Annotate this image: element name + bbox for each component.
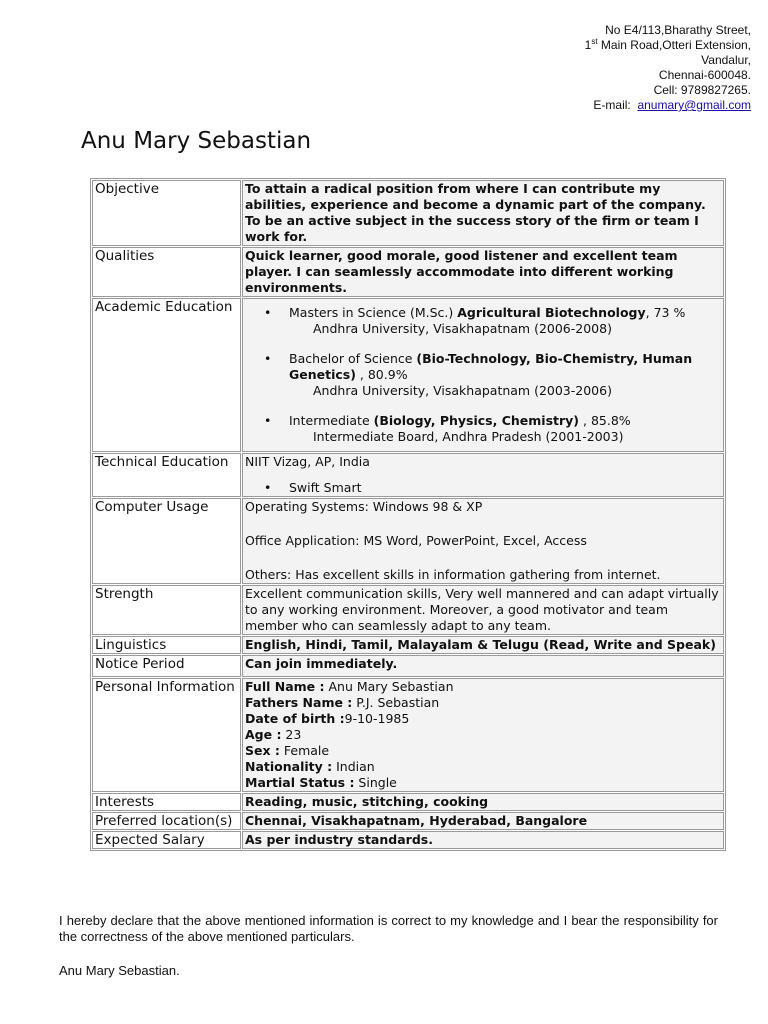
candidate-name: Anu Mary Sebastian xyxy=(81,128,312,154)
qualities-text: Quick learner, good morale, good listener and excellent team player. I can seamlessly accommodate into different working environments. xyxy=(242,247,724,297)
marital-value: Single xyxy=(354,775,397,790)
academic-item xyxy=(245,305,721,337)
location-label: Preferred location(s) xyxy=(92,812,241,830)
qualities-label: Qualities xyxy=(92,247,241,297)
objective-label: Objective xyxy=(92,180,241,246)
degree-score: , 80.9% xyxy=(355,367,408,382)
email-link[interactable]: anumary@gmail.com xyxy=(637,98,751,112)
strength-text: Excellent communication skills, Very well mannered and can adapt virtually to any working environment. Moreover, a good motivator and team member who can seamlessly adapt to any team. xyxy=(242,585,724,635)
full-name-line xyxy=(245,679,721,695)
computer-label: Computer Usage xyxy=(92,498,241,584)
dob-value: 9-10-1985 xyxy=(344,711,410,726)
notice-label: Notice Period xyxy=(92,655,241,677)
technical-course: Swift Smart xyxy=(289,480,362,495)
nationality-label: Nationality : xyxy=(245,759,333,774)
marital-label: Martial Status : xyxy=(245,775,355,790)
row-salary xyxy=(92,831,724,849)
row-linguistics xyxy=(92,636,724,654)
signature-name: Anu Mary Sebastian. xyxy=(59,963,180,978)
technical-value xyxy=(242,453,724,497)
declaration-text: I hereby declare that the above mentioned information is correct to my knowledge and I bear the responsibility for the correctness of the above mentioned particulars. xyxy=(59,913,718,944)
nationality-value: Indian xyxy=(332,759,375,774)
marital-line xyxy=(245,775,721,791)
address-line-3: Vandalur, xyxy=(701,53,751,67)
bullet-icon: • xyxy=(264,305,272,320)
address-line-1: No E4/113,Bharathy Street, xyxy=(605,23,751,37)
row-interests xyxy=(92,793,724,811)
resume-table xyxy=(90,178,726,851)
personal-value xyxy=(242,678,724,792)
interests-text: Reading, music, stitching, cooking xyxy=(242,793,724,811)
email-line xyxy=(585,98,751,113)
academic-list xyxy=(245,305,721,445)
technical-list xyxy=(245,480,721,496)
age-value: 23 xyxy=(281,727,302,742)
bullet-icon: • xyxy=(264,413,272,428)
nationality-line xyxy=(245,759,721,775)
location-text: Chennai, Visakhapatnam, Hyderabad, Bangalore xyxy=(242,812,724,830)
row-academic xyxy=(92,298,724,452)
computer-os: Operating Systems: Windows 98 & XP xyxy=(245,499,483,514)
row-computer xyxy=(92,498,724,584)
row-technical xyxy=(92,453,724,497)
computer-office: Office Application: MS Word, PowerPoint, Excel, Access xyxy=(245,533,587,548)
degree-subject: Agricultural Biotechnology xyxy=(457,305,646,320)
address-line-2-ordinal: st xyxy=(591,37,598,46)
technical-label: Technical Education xyxy=(92,453,241,497)
dob-line xyxy=(245,711,721,727)
bullet-icon: • xyxy=(264,351,272,366)
personal-label: Personal Information xyxy=(92,678,241,792)
father-value: P.J. Sebastian xyxy=(352,695,440,710)
phone-line: Cell: 9789827265. xyxy=(653,83,751,97)
salary-label: Expected Salary xyxy=(92,831,241,849)
age-line xyxy=(245,727,721,743)
degree-institution: Andhra University, Visakhapatnam (2006-2008) xyxy=(313,321,612,336)
linguistics-label: Linguistics xyxy=(92,636,241,654)
row-notice xyxy=(92,655,724,677)
technical-institute: NIIT Vizag, AP, India xyxy=(245,454,370,469)
sex-line xyxy=(245,743,721,759)
row-objective xyxy=(92,180,724,246)
father-line xyxy=(245,695,721,711)
address-line-4: Chennai-600048. xyxy=(658,68,751,82)
degree-institution: Andhra University, Visakhapatnam (2003-2006) xyxy=(313,383,612,398)
degree-institution: Intermediate Board, Andhra Pradesh (2001-2003) xyxy=(313,429,624,444)
computer-others: Others: Has excellent skills in information gathering from internet. xyxy=(245,567,661,582)
full-name-label: Full Name : xyxy=(245,679,325,694)
objective-text: To attain a radical position from where I can contribute my abilities, experience and become a dynamic part of the company. To be an active subject in the success story of the firm or team I work for. xyxy=(242,180,724,246)
strength-label: Strength xyxy=(92,585,241,635)
address-line-2-rest: Main Road,Otteri Extension, xyxy=(597,38,751,52)
degree-name: Intermediate xyxy=(289,413,374,428)
interests-label: Interests xyxy=(92,793,241,811)
dob-label: Date of birth : xyxy=(245,711,345,726)
linguistics-text: English, Hindi, Tamil, Malayalam & Telugu (Read, Write and Speak) xyxy=(242,636,724,654)
notice-text: Can join immediately. xyxy=(242,655,724,677)
full-name-value: Anu Mary Sebastian xyxy=(324,679,454,694)
degree-score: , 85.8% xyxy=(579,413,631,428)
degree-subject: (Bio-Technology, Bio-Chemistry, Human Genetics) xyxy=(289,351,693,382)
degree-name: Masters in Science (M.Sc.) xyxy=(289,305,458,320)
row-qualities xyxy=(92,247,724,297)
sex-label: Sex : xyxy=(245,743,280,758)
age-label: Age : xyxy=(245,727,282,742)
salary-text: As per industry standards. xyxy=(242,831,724,849)
address-line-2-number: 1 xyxy=(584,38,592,52)
row-personal xyxy=(92,678,724,792)
address-block xyxy=(585,23,751,113)
address-line-2 xyxy=(585,38,751,53)
row-strength xyxy=(92,585,724,635)
academic-item xyxy=(245,351,721,399)
technical-item xyxy=(245,480,721,496)
sex-value: Female xyxy=(279,743,330,758)
computer-value xyxy=(242,498,724,584)
degree-name: Bachelor of Science xyxy=(289,351,417,366)
degree-subject: (Biology, Physics, Chemistry) xyxy=(373,413,580,428)
bullet-icon: • xyxy=(264,480,272,495)
academic-label: Academic Education xyxy=(92,298,241,452)
academic-item xyxy=(245,413,721,445)
father-label: Fathers Name : xyxy=(245,695,353,710)
academic-value xyxy=(242,298,724,452)
row-location xyxy=(92,812,724,830)
degree-score: , 73 % xyxy=(645,305,686,320)
email-label: E-mail: xyxy=(593,98,631,112)
